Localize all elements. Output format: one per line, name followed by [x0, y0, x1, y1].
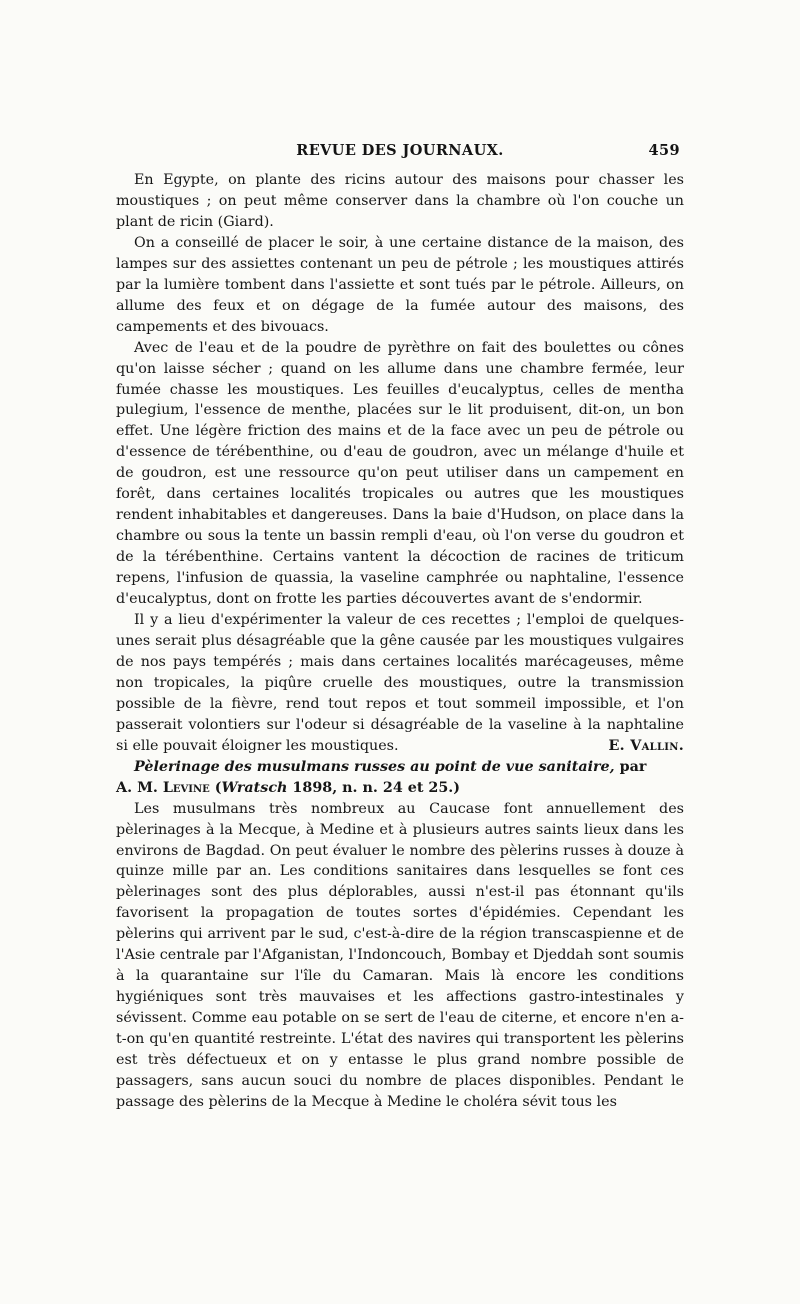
- signature: E. Vallin.: [608, 737, 684, 754]
- journal-citation: 1898, n. n. 24 et 25.): [292, 779, 461, 796]
- paragraph-lampes: On a conseillé de placer le soir, à une certaine distance de la maison, des lampes sur des assiettes contenant un peu de pétrole ; les moustiques attirés par la lumière tombent dans l'assiette et sont tués par le pétrole. Ailleurs, on allume des feux et on dégage de la fumée autour des maisons, des campements et des bivouacs.: [116, 234, 684, 335]
- paragraph-ricins: En Egypte, on plante des ricins autour des maisons pour chasser les moustiques ; on peut même conserver dans la chambre où l'on couche un plant de ricin (Giard).: [116, 172, 684, 230]
- running-head: [116, 142, 684, 164]
- paragraph-pelerinage: Les musulmans très nombreux au Caucase font annuellement des pèlerinages à la Mecque, à Medine et à plusieurs autres saints lieux dans les environs de Bagdad. On peut évaluer le nombre des pèlerins russes à douze à quinze mille par an. Les conditions sanitaires dans lesquelles se font ces pèlerinages sont des plus déplorables, aussi n'est-il pas étonnant qu'ils favorisent la propagation de toutes sortes d'épidémies. Cependant les pèlerins qui arrivent par le sud, c'est-à-dire de la région transcaspienne et de l'Asie centrale par l'Afganistan, l'Indoncouch, Bombay et Djeddah sont soumis à la quarantaine sur l'île du Camaran. Mais là encore les conditions hygiéniques sont très mauvaises et les affections gastro-intestinales y sévissent. Comme eau potable on se sert de l'eau de citerne, et encore n'en a-t-on qu'en quantité restreinte. L'état des navires qui transportent les pèlerins est très défectueux et on y entasse le plus grand nombre possible de passagers, sans aucun souci du nombre de places disponibles. Pendant le passage des pèlerins de la Mecque à Medine le choléra sévit tous les: [116, 800, 684, 1110]
- article-author: M. Levine: [137, 779, 210, 796]
- paragraph-pyrethre: Avec de l'eau et de la poudre de pyrèthre on fait des boulettes ou cônes qu'on laisse sécher ; quand on les allume dans une chambre fermée, leur fumée chasse les moustiques. Les feuilles d'eucalyptus, celles de mentha pulegium, l'essence de menthe, placées sur le lit produisent, dit-on, un bon effet. Une légère friction des mains et de la face avec un peu de pétrole ou d'essence de térébenthine, ou d'eau de goudron, avec un mélange d'huile et de goudron, est une ressource qu'on peut utiliser dans un campement en forêt, dans certaines localités tropicales ou autres que les moustiques rendent inhabitables et dangereuses. Dans la baie d'Hudson, on place dans la chambre ou sous la tente un bassin rempli d'eau, où l'on verse du goudron et de la térébenthine. Certains vantent la décoction de racines de triticum repens, l'infusion de quassia, la vaseline camphrée ou naphtaline, l'essence d'eucalyptus, dont on frotte les parties découvertes avant de s'endormir.: [116, 339, 684, 608]
- paragraph-recettes: [116, 610, 684, 757]
- running-title: REVUE DES JOURNAUX.: [296, 142, 504, 159]
- article-by: par: [619, 758, 647, 775]
- paragraph-recettes-text: Il y a lieu d'expérimenter la valeur de ces recettes ; l'emploi de quelques-unes serait plus désagréable que la gêne causée par les moustiques vulgaires de nos pays tempérés ; mais dans certaines localités marécageuses, même non tropicales, la piqûre cruelle des moustiques, outre la transmission possible de la fièvre, rend tout repos et tout sommeil impossible, et l'on passerait volontiers sur l'odeur si désagréable de la vaseline à la naphtaline si elle pouvait éloigner les moustiques.: [116, 612, 684, 754]
- article-title: Pèlerinage des musulmans russes au point de vue sanitaire,: [134, 758, 615, 775]
- page-number: 459: [648, 142, 680, 159]
- article-text: [116, 170, 684, 1113]
- section-title: Pèlerinage des musulmans russes au point de vue sanitaire, par A. M. Levine (Wratsch 1898, n. n. 24 et 25.): [116, 758, 647, 796]
- journal-name: Wratsch: [221, 779, 288, 796]
